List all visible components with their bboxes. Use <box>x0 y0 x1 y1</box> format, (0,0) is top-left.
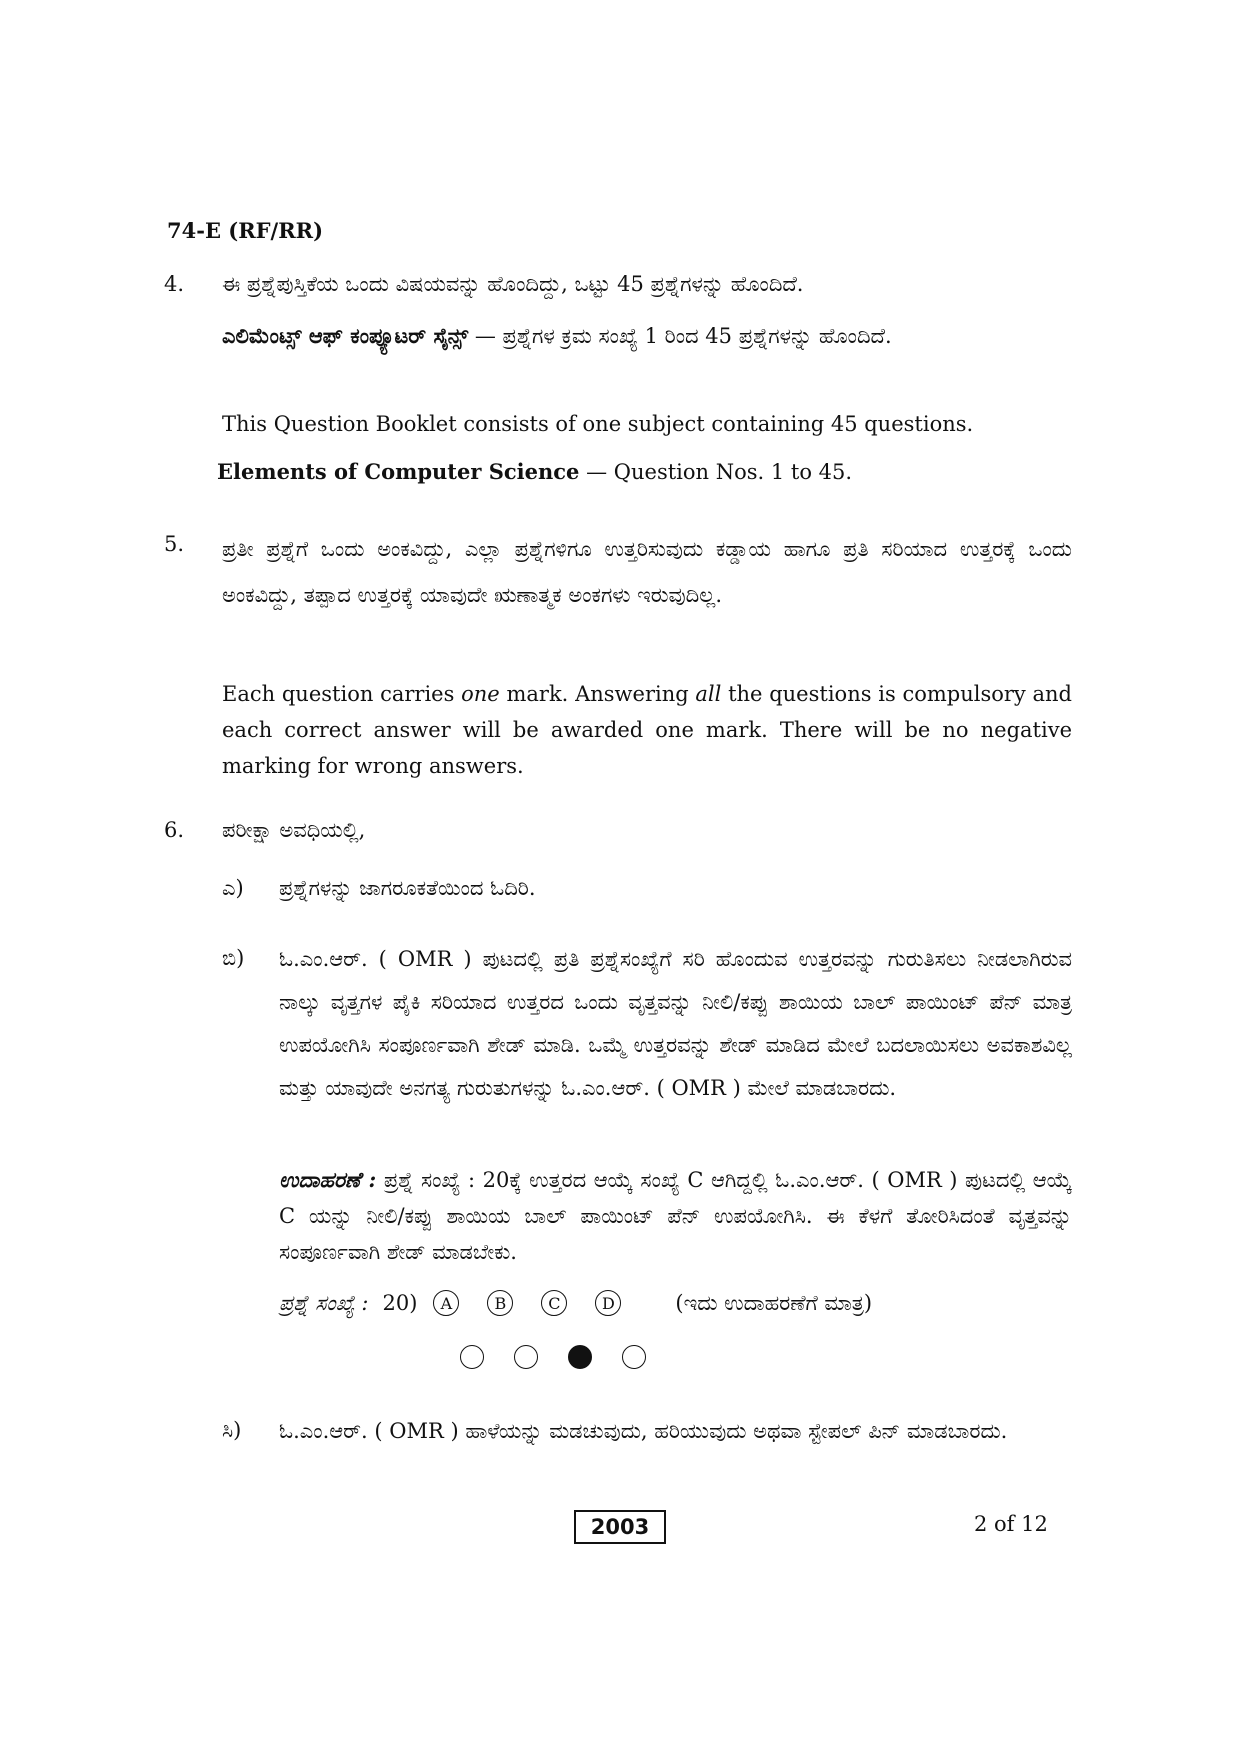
paper-code: 74-E (RF/RR) <box>167 218 324 243</box>
omr-example-row <box>279 1290 872 1316</box>
kannada-subject-title: ಎಲಿಮೆಂಟ್ಸ್ ಆಫ್ ಕಂಪ್ಯೂಟರ್ ಸೈನ್ಸ್ <box>222 323 469 348</box>
item-6c-label: ಸಿ) <box>222 1418 242 1442</box>
item-6-intro: ಪರೀಕ್ಷಾ ಅವಧಿಯಲ್ಲಿ, <box>222 818 366 842</box>
omr-option-b: B <box>487 1290 513 1316</box>
item-6-number: 6. <box>164 818 185 842</box>
italic-one: one <box>461 682 500 706</box>
item-5-number: 5. <box>164 532 185 556</box>
item-4-english-line: This Question Booklet consists of one subject containing 45 questions. <box>222 412 974 436</box>
text-segment: mark. Answering <box>499 682 696 706</box>
omr-option-c: C <box>541 1290 567 1316</box>
english-subject-title: Elements of Computer Science <box>217 459 580 484</box>
english-subject-rest: — Question Nos. 1 to 45. <box>579 460 853 484</box>
item-6b-example <box>279 1162 1072 1270</box>
omr-option-d: D <box>595 1290 621 1316</box>
item-5-english-text <box>222 676 1072 784</box>
item-4-number: 4. <box>164 272 185 296</box>
example-text: ಪ್ರಶ್ನೆ ಸಂಖ್ಯೆ : 20ಕ್ಕೆ ಉತ್ತರದ ಆಯ್ಕೆ ಸಂಖ್ಯೆ C ಆಗಿದ್ದಲ್ಲಿ ಓ.ಎಂ.ಆರ್. ( OMR ) ಪುಟದಲ್ಲಿ ಆಯ್ಕೆ C ಯನ್ನು ನೀಲಿ/ಕಪ್ಪು ಶಾಯಿಯ ಬಾಲ್ ಪಾಯಿಂಟ್ ಪೆನ್ ಉಪಯೋಗಿಸಿ. ಈ ಕೆಳಗೆ ತೋರಿಸಿದಂತೆ ವೃತ್ತವನ್ನು ಸಂಪೂರ್ಣವಾಗಿ ಶೇಡ್ ಮಾಡಬೇಕು. <box>279 1168 1072 1264</box>
item-6b-label: ಬಿ) <box>222 946 245 970</box>
item-4-kannada-line: ಈ ಪ್ರಶ್ನೆಪುಸ್ತಿಕೆಯ ಒಂದು ವಿಷಯವನ್ನು ಹೊಂದಿದ್ದು, ಒಟ್ಟು 45 ಪ್ರಶ್ನೆಗಳನ್ನು ಹೊಂದಿದೆ. <box>222 272 804 296</box>
item-6c-text: ಓ.ಎಂ.ಆರ್. ( OMR ) ಹಾಳೆಯನ್ನು ಮಡಚುವುದು, ಹರಿಯುವುದು ಅಥವಾ ಸ್ಟೇಪಲ್ ಪಿನ್ ಮಾಡಬಾರದು. <box>279 1419 1008 1443</box>
item-6a-text: ಪ್ರಶ್ನೆಗಳನ್ನು ಜಾಗರೂಕತೆಯಿಂದ ಓದಿರಿ. <box>279 876 536 900</box>
text-segment: the questions is compulsory and each correct answer will be awarded one mark. There will be no negative marking for wrong answers. <box>222 682 1072 778</box>
italic-all: all <box>695 682 722 706</box>
item-6a-label: ಎ) <box>222 876 244 900</box>
page-number: 2 of 12 <box>974 1512 1048 1536</box>
omr-bubble-b <box>514 1345 538 1369</box>
omr-bubble-d <box>622 1345 646 1369</box>
omr-bubble-row <box>460 1345 646 1369</box>
omr-option-a: A <box>433 1290 459 1316</box>
kannada-subject-rest: — ಪ್ರಶ್ನೆಗಳ ಕ್ರಮ ಸಂಖ್ಯೆ 1 ರಿಂದ 45 ಪ್ರಶ್ನೆಗಳನ್ನು ಹೊಂದಿದೆ. <box>468 324 892 348</box>
omr-bubble-a <box>460 1345 484 1369</box>
item-6b-text: ಓ.ಎಂ.ಆರ್. ( OMR ) ಪುಟದಲ್ಲಿ ಪ್ರತಿ ಪ್ರಶ್ನೆಸಂಖ್ಯೆಗೆ ಸರಿ ಹೊಂದುವ ಉತ್ತರವನ್ನು ಗುರುತಿಸಲು ನೀಡಲಾಗಿರುವ ನಾಲ್ಕು ವೃತ್ತಗಳ ಪೈಕಿ ಸರಿಯಾದ ಉತ್ತರದ ಒಂದು ವೃತ್ತವನ್ನು ನೀಲಿ/ಕಪ್ಪು ಶಾಯಿಯ ಬಾಲ್ ಪಾಯಿಂಟ್ ಪೆನ್ ಮಾತ್ರ ಉಪಯೋಗಿಸಿ ಸಂಪೂರ್ಣವಾಗಿ ಶೇಡ್ ಮಾಡಿ. ಒಮ್ಮೆ ಉತ್ತರವನ್ನು ಶೇಡ್ ಮಾಡಿದ ಮೇಲೆ ಬದಲಾಯಿಸಲು ಅವಕಾಶವಿಲ್ಲ ಮತ್ತು ಯಾವುದೇ ಅನಗತ್ಯ ಗುರುತುಗಳನ್ನು ಓ.ಎಂ.ಆರ್. ( OMR ) ಮೇಲೆ ಮಾಡಬಾರದು. <box>279 947 1072 1100</box>
text-segment: Each question carries <box>222 682 462 706</box>
item-4-english-subject <box>217 454 1067 490</box>
omr-note: (ಇದು ಉದಾಹರಣೆಗೆ ಮಾತ್ರ) <box>675 1290 873 1315</box>
example-label: ಉದಾಹರಣೆ : <box>279 1167 377 1192</box>
omr-question-label: ಪ್ರಶ್ನೆ ಸಂಖ್ಯೆ : <box>279 1290 369 1315</box>
omr-question-number: 20) <box>382 1291 418 1315</box>
omr-bubble-c-filled <box>568 1345 592 1369</box>
item-4-kannada-subject <box>222 318 1072 354</box>
item-5-kannada-text: ಪ್ರತೀ ಪ್ರಶ್ನೆಗೆ ಒಂದು ಅಂಕವಿದ್ದು, ಎಲ್ಲಾ ಪ್ರಶ್ನೆಗಳಿಗೂ ಉತ್ತರಿಸುವುದು ಕಡ್ಡಾಯ ಹಾಗೂ ಪ್ರತಿ ಸರಿಯಾದ ಉತ್ತರಕ್ಕೆ ಒಂದು ಅಂಕವಿದ್ದು, ತಪ್ಪಾದ ಉತ್ತರಕ್ಕೆ ಯಾವುದೇ ಋಣಾತ್ಮಕ ಅಂಕಗಳು ಇರುವುದಿಲ್ಲ. <box>222 537 1072 607</box>
footer-code-box: 2003 <box>574 1510 666 1544</box>
